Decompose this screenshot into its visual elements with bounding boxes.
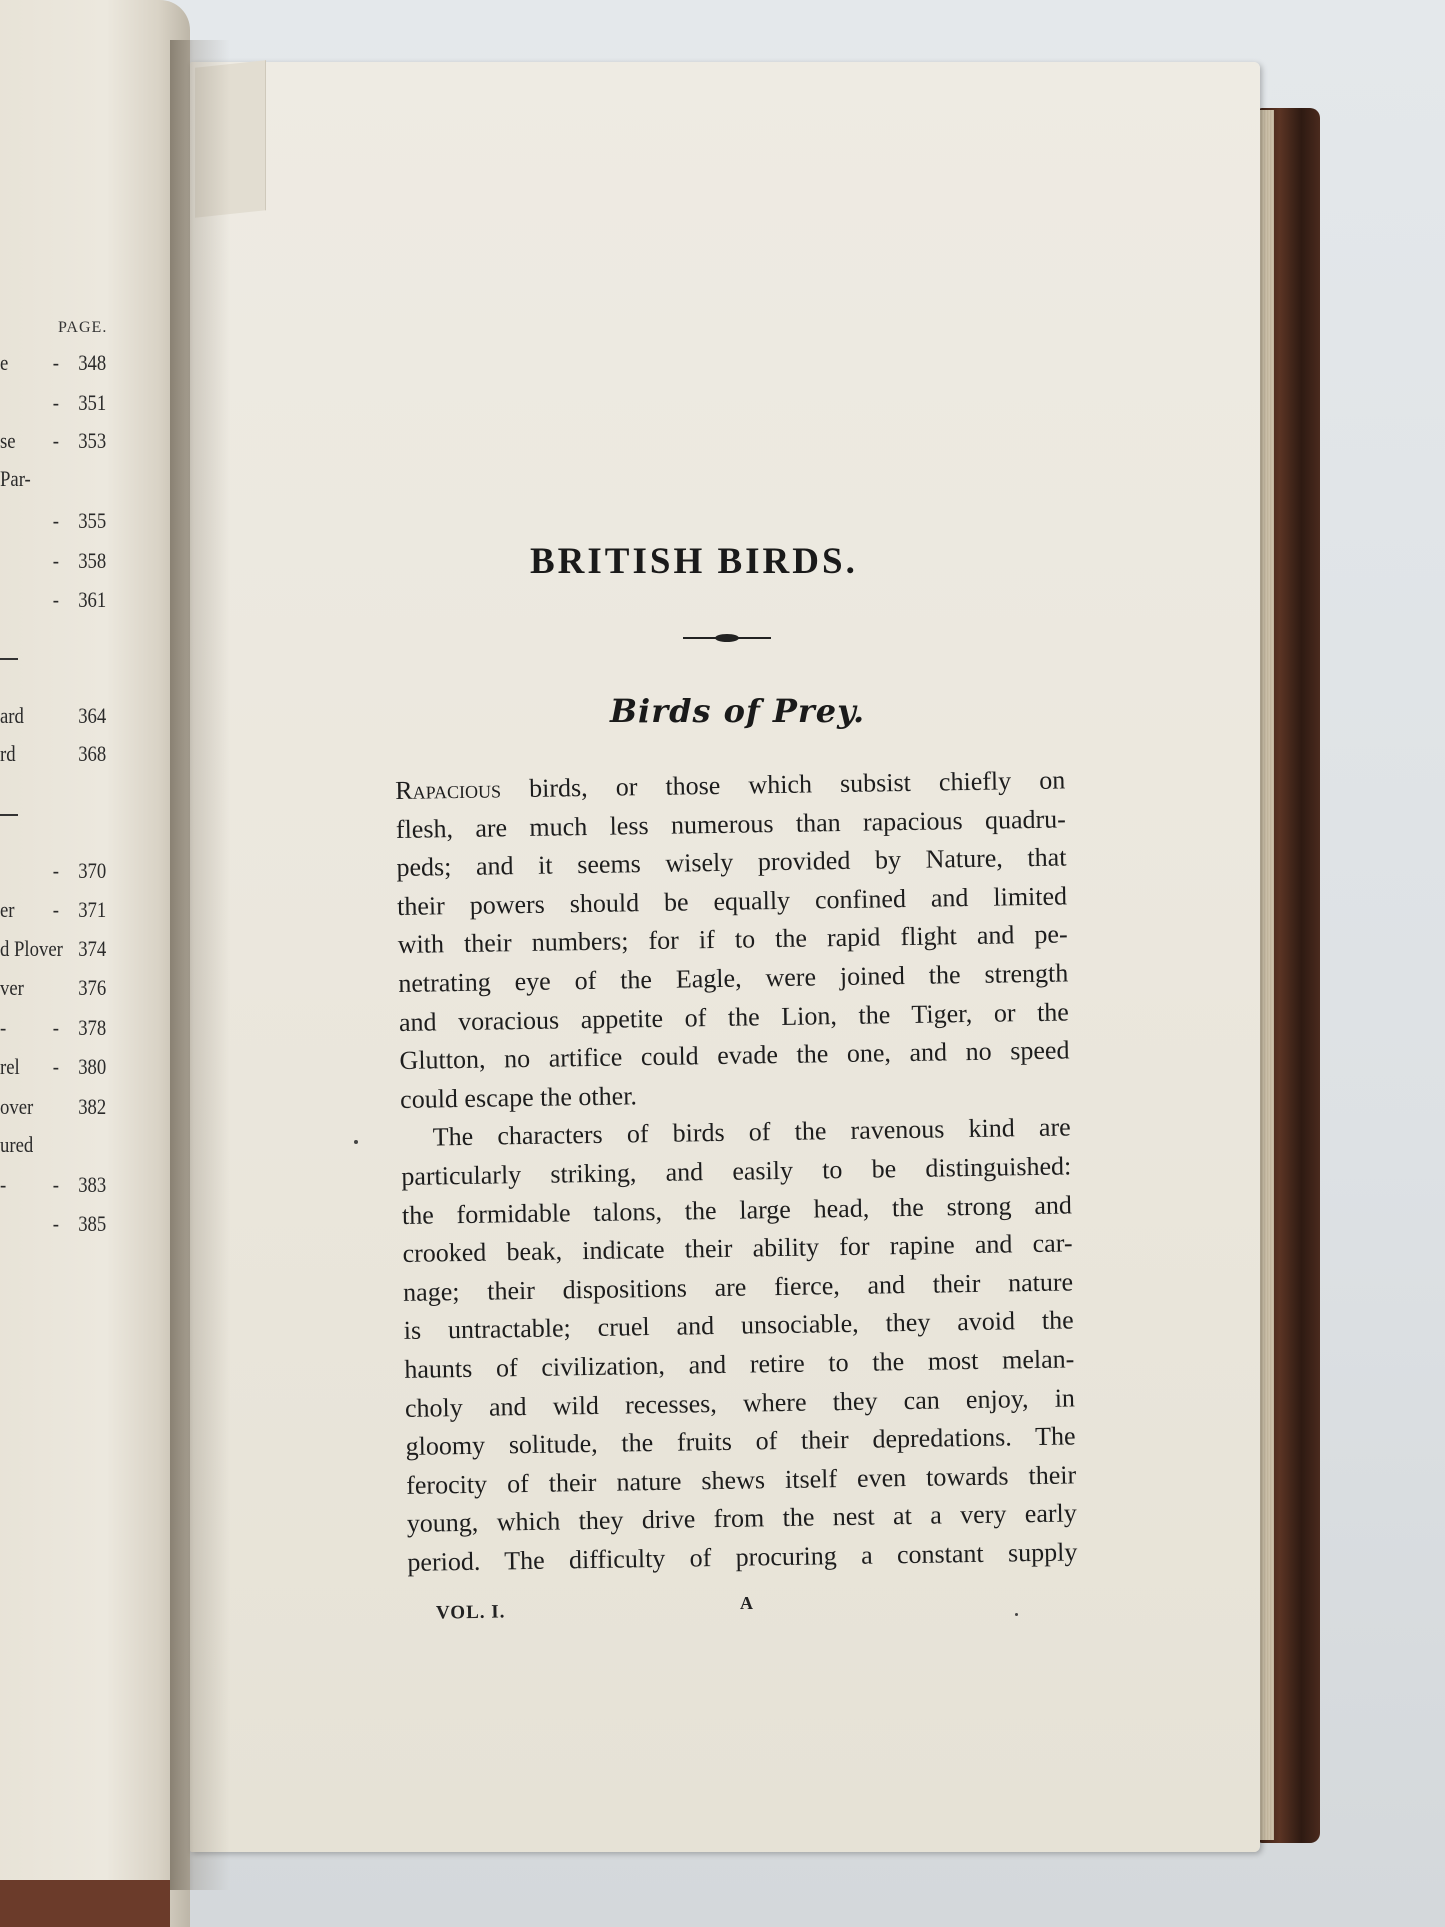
index-entry bbox=[0, 741, 106, 771]
text-line: particularly striking, and easily to be distinguished: bbox=[401, 1151, 1072, 1191]
index-entry bbox=[0, 466, 106, 496]
index-entry-leader: - bbox=[52, 1054, 59, 1079]
signature-mark: A bbox=[740, 1593, 753, 1613]
index-entry-leader: - bbox=[52, 858, 59, 883]
index-entry bbox=[0, 897, 106, 927]
text-line: Glutton, no artifice could evade the one, and no speed bbox=[399, 1035, 1070, 1076]
index-entry bbox=[0, 390, 106, 420]
section-heading: Birds of Prey. bbox=[610, 692, 866, 730]
index-entry-label: e bbox=[0, 350, 9, 375]
text-line: choly and wild recesses, where they can enjoy, in bbox=[404, 1382, 1076, 1423]
index-entry-page: 376 bbox=[78, 975, 107, 1000]
index-entry-page: 382 bbox=[78, 1094, 107, 1119]
index-entry bbox=[0, 508, 106, 538]
index-entry bbox=[0, 587, 106, 617]
index-entry-page: 380 bbox=[78, 1054, 107, 1079]
index-entry-label: over bbox=[0, 1094, 34, 1119]
paper-speck bbox=[354, 1140, 358, 1144]
index-entry-label: se bbox=[0, 428, 16, 453]
index-entry bbox=[0, 703, 106, 733]
page-title: BRITISH BIRDS. bbox=[530, 541, 858, 582]
index-entry-page: 353 bbox=[78, 428, 107, 453]
index-entry bbox=[0, 428, 106, 458]
index-entry-label: er bbox=[0, 897, 15, 922]
text-line: their powers should be equally confined and limited bbox=[396, 881, 1068, 921]
index-entry-label: ard bbox=[0, 703, 24, 728]
text-line: netrating eye of the Eagle, were joined the strength bbox=[398, 958, 1069, 998]
index-entry-page: 371 bbox=[78, 897, 107, 922]
index-entry-page: 374 bbox=[78, 936, 107, 961]
index-entry-leader: - bbox=[52, 1211, 59, 1236]
text-line: gloomy solitude, the fruits of their depredations. The bbox=[405, 1421, 1076, 1462]
text-line: the formidable talons, the large head, the strong and bbox=[401, 1189, 1073, 1230]
index-entry bbox=[0, 1172, 106, 1202]
index-entry-page: 383 bbox=[78, 1172, 107, 1197]
index-entry-leader: - bbox=[52, 428, 59, 453]
drop-word: Rapacious bbox=[395, 774, 502, 805]
index-entry-leader: - bbox=[52, 390, 59, 415]
paper-speck bbox=[1015, 1613, 1018, 1616]
text-line: is untractable; cruel and unsociable, they avoid the bbox=[403, 1305, 1074, 1346]
text-line: could escape the other. bbox=[399, 1080, 638, 1114]
text-line: haunts of civilization, and retire to the most melan- bbox=[404, 1344, 1075, 1384]
index-entry-leader: - bbox=[52, 897, 59, 922]
text-line: with their numbers; for if to the rapid flight and pe- bbox=[397, 919, 1068, 960]
index-entry-page: 355 bbox=[78, 508, 107, 533]
index-entry-label: ver bbox=[0, 975, 24, 1000]
index-entry-label: ured bbox=[0, 1132, 34, 1157]
index-divider bbox=[0, 814, 18, 816]
gutter-shadow bbox=[170, 40, 230, 1890]
text-line: Rapacious birds, or those which subsist chiefly on bbox=[395, 765, 1066, 805]
index-entry-leader: - bbox=[52, 587, 59, 612]
index-entry-leader: - bbox=[52, 548, 59, 573]
text-line: ferocity of their nature shews itself even towards their bbox=[405, 1460, 1077, 1500]
index-entry bbox=[0, 975, 106, 1005]
text-line: flesh, are much less numerous than rapacious quadru- bbox=[395, 804, 1067, 844]
index-entry-page: 364 bbox=[78, 703, 107, 728]
index-entry-label: rel bbox=[0, 1054, 20, 1079]
index-entry bbox=[0, 936, 106, 966]
text-line: nage; their dispositions are fierce, and their nature bbox=[402, 1267, 1074, 1307]
index-entry-leader: - bbox=[52, 1172, 59, 1197]
index-entry-page: 358 bbox=[78, 548, 107, 573]
index-entry bbox=[0, 350, 106, 380]
index-entry-page: 370 bbox=[78, 858, 107, 883]
text-line: The characters of birds of the ravenous kind are bbox=[432, 1112, 1071, 1152]
index-entry-page: 378 bbox=[78, 1015, 107, 1040]
index-entry-leader: - bbox=[52, 508, 59, 533]
ornament-rule bbox=[683, 632, 771, 644]
index-entry-page: 351 bbox=[78, 390, 107, 415]
index-entry bbox=[0, 1054, 106, 1084]
index-entry bbox=[0, 1094, 106, 1124]
volume-footer: VOL. I. bbox=[435, 1601, 506, 1624]
index-entry-page: 385 bbox=[78, 1211, 107, 1236]
index-entry-leader: - bbox=[52, 1015, 59, 1040]
index-entry bbox=[0, 548, 106, 578]
index-entry bbox=[0, 1015, 106, 1045]
index-entry-label: rd bbox=[0, 741, 16, 766]
text-line: and voracious appetite of the Lion, the Tiger, or the bbox=[398, 997, 1070, 1037]
index-entry-page: 368 bbox=[78, 741, 107, 766]
index-entry bbox=[0, 1211, 106, 1241]
text-line: peds; and it seems wisely provided by Nature, that bbox=[396, 842, 1067, 883]
index-divider bbox=[0, 658, 18, 660]
text-line: period. The difficulty of procuring a constant supply bbox=[407, 1537, 1078, 1577]
index-entry bbox=[0, 858, 106, 888]
text-line: crooked beak, indicate their ability for rapine and car- bbox=[402, 1228, 1073, 1269]
text-line: young, which they drive from the nest at a very early bbox=[406, 1498, 1077, 1539]
index-entry-label: Par- bbox=[0, 466, 31, 491]
left-cover-board bbox=[0, 1880, 170, 1927]
index-entry-label: - bbox=[0, 1172, 7, 1197]
index-entry bbox=[0, 1132, 106, 1162]
index-entry-label: d Plover bbox=[0, 936, 63, 961]
index-entry-page: 348 bbox=[78, 350, 107, 375]
index-heading: PAGE. bbox=[58, 319, 108, 336]
index-entry-page: 361 bbox=[78, 587, 107, 612]
body-text bbox=[395, 761, 1078, 1582]
index-entry-leader: - bbox=[52, 350, 59, 375]
index-entry-label: - bbox=[0, 1015, 7, 1040]
